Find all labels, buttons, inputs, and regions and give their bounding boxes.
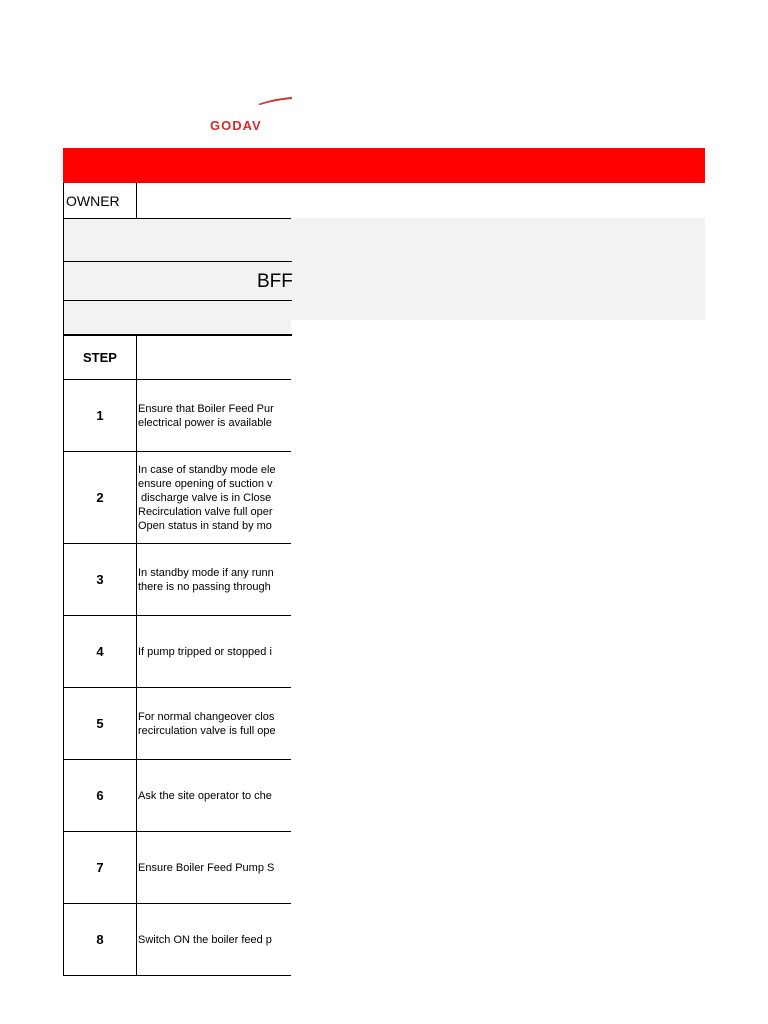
table-row <box>63 380 291 452</box>
company-logo <box>210 96 292 136</box>
title-band <box>291 218 705 320</box>
step-description: Ensure Boiler Feed Pump S <box>138 861 275 874</box>
table-row <box>63 904 291 976</box>
procedure-table <box>63 183 291 976</box>
divider <box>64 300 292 301</box>
table-row <box>63 616 291 688</box>
step-number: 1 <box>64 380 137 451</box>
step-number: 6 <box>64 760 137 831</box>
step-number: 7 <box>64 832 137 903</box>
owner-row <box>63 183 291 219</box>
logo-swoosh-icon <box>210 96 292 112</box>
logo-text: GODAV <box>210 118 262 133</box>
owner-divider <box>136 183 137 218</box>
step-description: Ensure that Boiler Feed Pur electrical power is available <box>138 402 274 429</box>
owner-label: OWNER <box>66 193 120 209</box>
step-number: 3 <box>64 544 137 615</box>
table-row <box>63 688 291 760</box>
step-number: 8 <box>64 904 137 975</box>
divider <box>64 261 292 262</box>
table-header-row <box>63 336 291 380</box>
step-number: 5 <box>64 688 137 759</box>
step-description: In standby mode if any runn there is no passing through <box>138 566 274 593</box>
step-description: Ask the site operator to che <box>138 789 272 802</box>
step-description: If pump tripped or stopped i <box>138 645 272 658</box>
procedure-title: BFF <box>257 271 293 292</box>
step-description: Switch ON the boiler feed p <box>138 933 272 946</box>
step-column-header: STEP <box>64 336 137 379</box>
description-column-header <box>138 336 291 379</box>
header-banner <box>63 148 705 183</box>
step-description: In case of standby mode ele ensure opening of suction v discharge valve is in Close Recirculation valve full oper Open status in stand by mo <box>138 463 276 532</box>
step-description: For normal changeover clos recirculation valve is full ope <box>138 710 276 737</box>
table-row <box>63 760 291 832</box>
table-row <box>63 544 291 616</box>
title-block <box>63 219 291 336</box>
table-row <box>63 452 291 544</box>
step-number: 4 <box>64 616 137 687</box>
step-number: 2 <box>64 452 137 543</box>
table-row <box>63 832 291 904</box>
